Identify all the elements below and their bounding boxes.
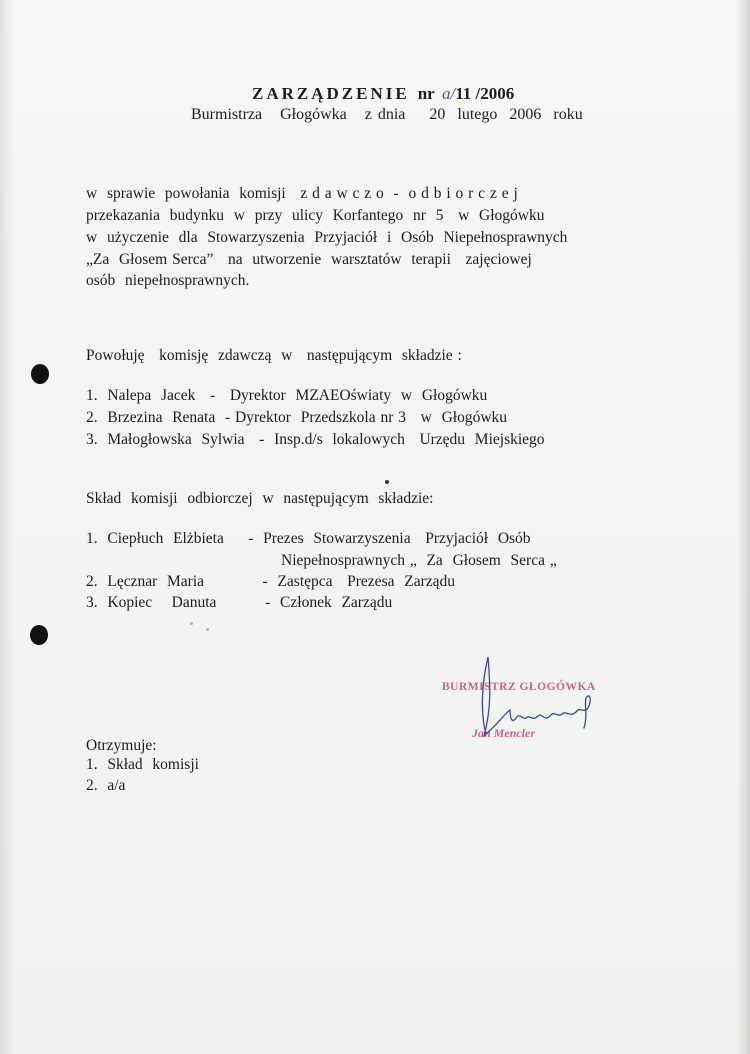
title-number: 11 /2006 — [455, 84, 515, 103]
subject-line: w sprawie powołania komisji z d a w c z o - o d b i o r c z e j — [86, 185, 518, 202]
document-title — [252, 84, 514, 104]
recipients-label: Otrzymuje: — [86, 737, 157, 754]
scan-speck — [190, 622, 193, 625]
punch-hole — [31, 364, 49, 384]
handover-intro: Powołuję komisję zdawczą w następującym składzie : — [86, 347, 462, 364]
handover-member: 3. Małogłowska Sylwia - Insp.d/s lokalowych Urzędu Miejskiego — [86, 431, 545, 448]
scan-edge-right — [736, 0, 750, 1054]
scan-edge-left — [0, 0, 14, 1054]
subject-line: w użyczenie dla Stowarzyszenia Przyjaciół i Osób Niepełnosprawnych — [86, 229, 568, 246]
signature-scribble — [470, 652, 620, 742]
subject-line: osób niepełnosprawnych. — [86, 272, 250, 289]
title-text: ZARZĄDZENIE — [252, 84, 410, 103]
scan-speck — [206, 628, 209, 631]
official-stamp-title: BURMISTRZ GŁOGÓWKA — [442, 681, 596, 693]
ink-dot — [385, 480, 389, 484]
receiving-member: 2. Lęcznar Maria - Zastępca Prezesa Zarządu — [86, 573, 455, 590]
title-handwritten-prefix: a/ — [441, 84, 456, 103]
recipient-item: 1. Skład komisji — [86, 756, 199, 773]
subject-line: przekazania budynku w przy ulicy Korfantego nr 5 w Głogówku — [86, 207, 545, 224]
handover-member: 2. Brzezina Renata - Dyrektor Przedszkola nr 3 w Głogówku — [86, 409, 508, 426]
receiving-member-continued: Niepełnosprawnych „ Za Głosem Serca „ — [86, 552, 557, 569]
receiving-intro: Skład komisji odbiorczej w następującym składzie: — [86, 490, 434, 507]
handover-member: 1. Nalepa Jacek - Dyrektor MZAEOświaty w Głogówku — [86, 387, 488, 404]
document-subtitle: Burmistrza Głogówka z dnia 20 lutego 2006 roku — [191, 106, 583, 123]
receiving-member: 3. Kopiec Danuta - Członek Zarządu — [86, 594, 393, 611]
receiving-member: 1. Ciepłuch Elżbieta - Prezes Stowarzyszenia Przyjaciół Osób — [86, 530, 531, 547]
recipient-item: 2. a/a — [86, 777, 126, 794]
title-nr-label: nr — [417, 84, 435, 103]
official-stamp-name: Jan Mencler — [472, 726, 535, 740]
subject-line: „Za Głosem Serca” na utworzenie warsztatów terapii zajęciowej — [86, 251, 532, 268]
punch-hole — [30, 625, 48, 645]
